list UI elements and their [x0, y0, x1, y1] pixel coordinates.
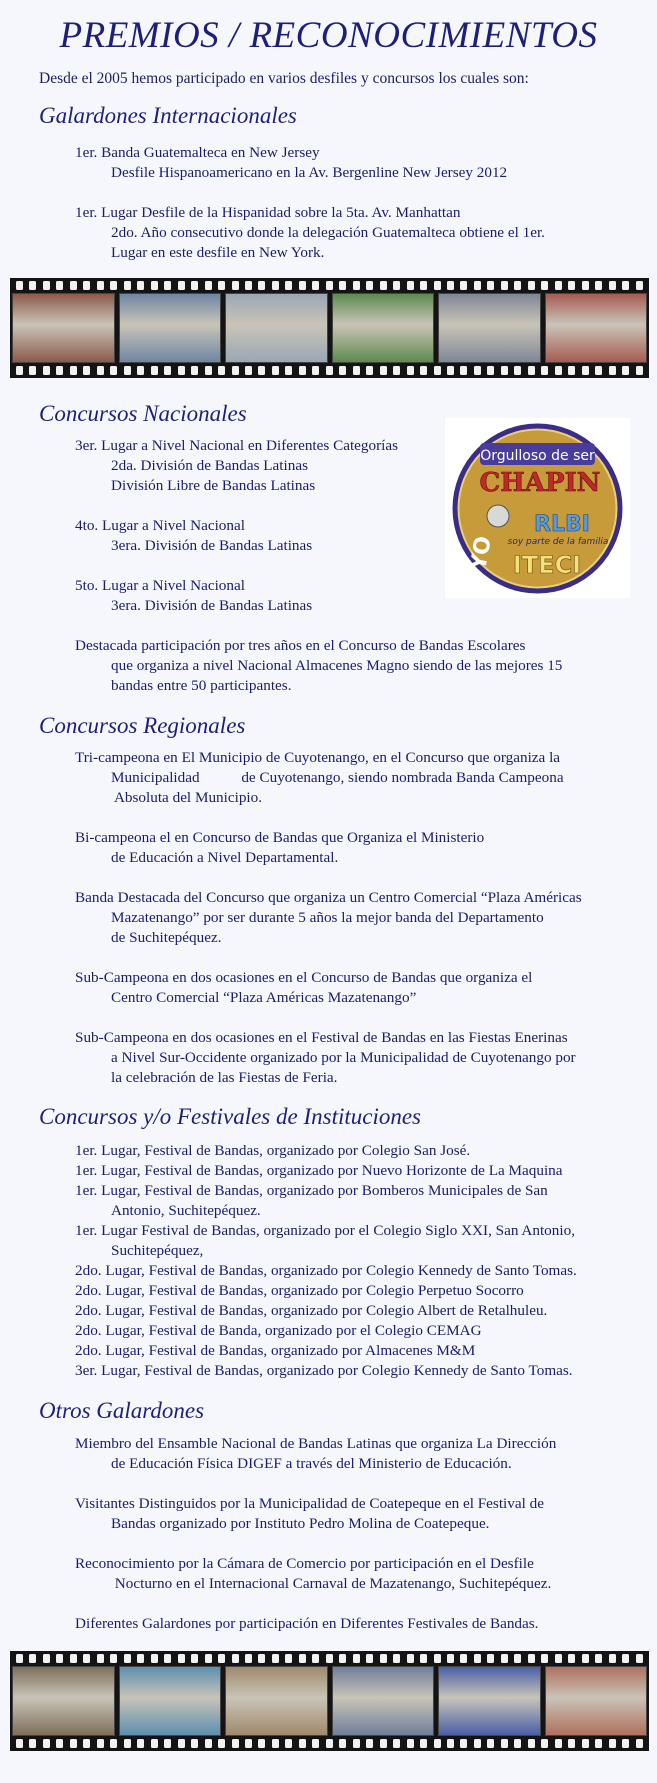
photo-frame — [119, 293, 222, 363]
award-item: Destacada participación por tres años en el Concurso de Bandas Escolares que organiza a nivel Nacional Almacenes Magno siendo de las mejores 15 bandas entre 50 participantes. — [75, 637, 563, 694]
heading-otros: Otros Galardones — [39, 1398, 205, 1423]
award-line: 1er. Lugar, Festival de Bandas, organizado por Nuevo Horizonte de La Maquina — [75, 1162, 563, 1179]
list-instituciones — [75, 1141, 645, 1381]
award-item: 4to. Lugar a Nivel Nacional 3era. División de Bandas Latinas — [75, 517, 313, 554]
heading-internacionales: Galardones Internacionales — [39, 103, 297, 128]
badge-yo-text: YO — [466, 533, 497, 572]
award-line: 2do. Lugar, Festival de Bandas, organizado por Colegio Kennedy de Santo Tomas. — [75, 1262, 577, 1279]
award-item: 1er. Lugar Desfile de la Hispanidad sobre la 5ta. Av. Manhattan 2do. Año consecutivo donde la delegación Guatemalteca obtiene el 1er. Lugar en este desfile en New York. — [75, 204, 545, 261]
photo-frame — [119, 1666, 222, 1736]
award-item: Visitantes Distinguidos por la Municipalidad de Coatepeque en el Festival de Bandas organizado por Instituto Pedro Molina de Coatepeque. — [75, 1495, 544, 1532]
photo-frame — [438, 293, 541, 363]
award-line: 2do. Lugar, Festival de Bandas, organizado por Colegio Albert de Retalhuleu. — [75, 1302, 548, 1319]
award-line: 1er. Lugar Festival de Bandas, organizado por el Colegio Siglo XXI, San Antonio, Suchitepéquez, — [75, 1222, 575, 1259]
heading-nacionales: Concursos Nacionales — [39, 401, 247, 426]
award-item: Sub-Campeona en dos ocasiones en el Concurso de Bandas que organiza el Centro Comercial “Plaza Américas Mazatenango” — [75, 969, 533, 1006]
photo-frame — [225, 293, 328, 363]
photo-frame — [332, 293, 435, 363]
heading-instituciones: Concursos y/o Festivales de Instituciones — [39, 1104, 421, 1129]
award-item: Sub-Campeona en dos ocasiones en el Festival de Bandas en las Fiestas Enerinas a Nivel Sur-Occidente organizado por la Municipalidad de Cuyotenango por la celebración de las Fiestas de Feria. — [75, 1029, 576, 1086]
badge-sub-text: soy parte de la familia — [507, 536, 609, 547]
award-item: 5to. Lugar a Nivel Nacional 3era. División de Bandas Latinas — [75, 577, 313, 614]
award-item: Diferentes Galardones por participación en Diferentes Festivales de Bandas. — [75, 1615, 539, 1632]
list-regionales — [75, 748, 645, 1088]
badge-bottom-text: ITECI — [512, 550, 582, 579]
award-item: Banda Destacada del Concurso que organiza un Centro Comercial “Plaza Américas Mazatenango” por ser durante 5 años la mejor banda del Departamento de Suchitepéquez. — [75, 889, 582, 946]
award-item: Reconocimiento por la Cámara de Comercio por participación en el Desfile Nocturno en el Internacional Carnaval de Mazatenango, Suchitepéquez. — [75, 1555, 552, 1592]
photo-frame — [545, 293, 648, 363]
award-item: 1er. Banda Guatemalteca en New Jersey Desfile Hispanoamericano en la Av. Bergenline New Jersey 2012 — [75, 144, 508, 181]
award-item: Miembro del Ensamble Nacional de Bandas Latinas que organiza La Dirección de Educación Física DIGEF a través del Ministerio de Educación. — [75, 1435, 557, 1472]
award-line: 2do. Lugar, Festival de Bandas, organizado por Colegio Perpetuo Socorro — [75, 1282, 524, 1299]
award-line: 2do. Lugar, Festival de Banda, organizado por el Colegio CEMAG — [75, 1322, 482, 1339]
chapin-logo — [445, 418, 630, 598]
list-internacionales — [75, 143, 645, 263]
page-title: PREMIOS / RECONOCIMIENTOS — [59, 15, 598, 56]
heading-regionales: Concursos Regionales — [39, 713, 246, 738]
badge-main-text: CHAPIN — [479, 467, 601, 498]
award-line: 1er. Lugar, Festival de Bandas, organizado por Colegio San José. — [75, 1142, 471, 1159]
photo-frame — [12, 293, 115, 363]
award-line: 2do. Lugar, Festival de Bandas, organizado por Almacenes M&M — [75, 1342, 476, 1359]
badge-top-text: Orgulloso de ser — [480, 447, 595, 464]
photo-frame — [438, 1666, 541, 1736]
photo-frame — [332, 1666, 435, 1736]
award-line: 1er. Lugar, Festival de Bandas, organizado por Bomberos Municipales de San Antonio, Suchitepéquez. — [75, 1182, 548, 1219]
intro-text: Desde el 2005 hemos participado en varios desfiles y concursos los cuales son: — [39, 70, 529, 87]
photo-filmstrip-bottom — [10, 1651, 649, 1751]
photo-frame — [545, 1666, 648, 1736]
photo-filmstrip-top — [10, 278, 649, 378]
list-otros — [75, 1434, 645, 1634]
award-item: Tri-campeona en El Municipio de Cuyotenango, en el Concurso que organiza la Municipalidad de Cuyotenango, siendo nombrada Banda Campeona Absoluta del Municipio. — [75, 749, 564, 806]
photo-frame — [225, 1666, 328, 1736]
badge-rlbi-text: RLBI — [534, 511, 590, 537]
photo-frame — [12, 1666, 115, 1736]
award-item: Bi-campeona el en Concurso de Bandas que Organiza el Ministerio de Educación a Nivel Departamental. — [75, 829, 485, 866]
award-item: 3er. Lugar a Nivel Nacional en Diferentes Categorías 2da. División de Bandas Latinas División Libre de Bandas Latinas — [75, 437, 399, 494]
award-line: 3er. Lugar, Festival de Bandas, organizado por Colegio Kennedy de Santo Tomas. — [75, 1362, 573, 1379]
